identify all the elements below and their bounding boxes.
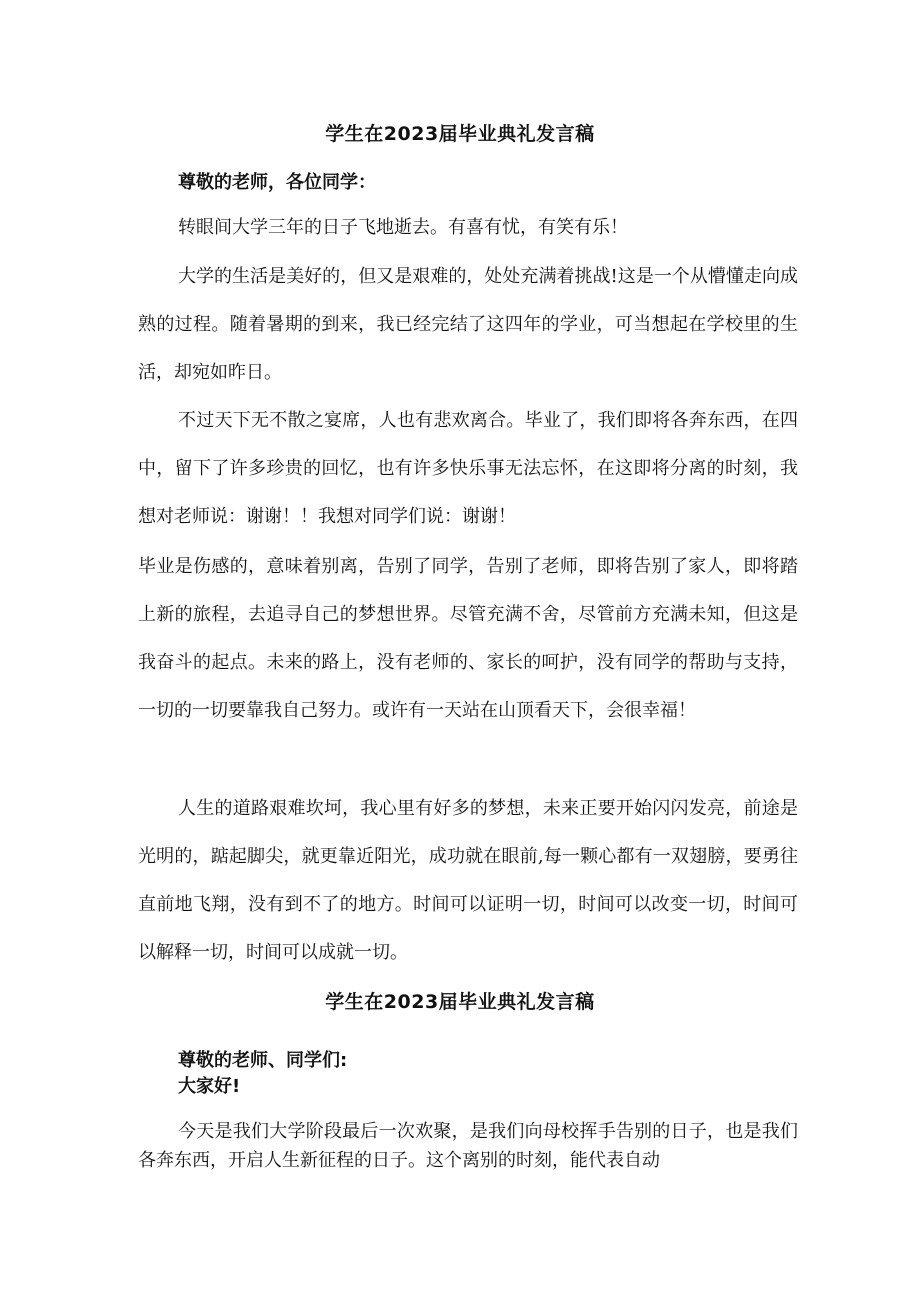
paragraph: 今天是我们大学阶段最后一次欢聚，是我们向母校挥手告别的日子，也是我们各奔东西，开启人生新征程的日子。这个离别的时刻，能代表自动 [138, 1121, 798, 1171]
paragraph: 人生的道路艰难坎坷，我心里有好多的梦想，未来正要开始闪闪发亮，前途是光明的，踮起脚尖，就更靠近阳光，成功就在眼前,每一颗心都有一双翅膀，要勇往直前地飞翔，没有到不了的地方。时间可以证明一切，时间可以改变一切，时间可以解释一切，时间可以成就一切。 [138, 798, 798, 963]
paragraph: 不过天下无不散之宴席，人也有悲欢离合。毕业了，我们即将各奔东西，在四中，留下了许多珍贵的回忆，也有许多快乐事无法忘怀，在这即将分离的时刻，我想对老师说：谢谢！！我想对同学们说：谢谢！ [138, 410, 798, 527]
greeting: 尊敬的老师，各位同学： [178, 172, 376, 193]
paragraph: 大学的生活是美好的，但又是艰难的，处处充满着挑战!这是一个从懵懂走向成熟的过程。随着暑期的到来，我已经完结了这四年的学业，可当想起在学校里的生活，却宛如昨日。 [138, 266, 798, 383]
paragraph: 毕业是伤感的，意味着别离，告别了同学，告别了老师，即将告别了家人，即将踏上新的旅程，去追寻自己的梦想世界。尽管充满不舍，尽管前方充满未知，但这是我奋斗的起点。未来的路上，没有老师的、家长的呵护，没有同学的帮助与支持，一切的一切要靠我自己努力。或许有一天站在山顶看天下，会很幸福！ [138, 556, 798, 721]
greeting-hello: 大家好! [178, 1076, 241, 1097]
greeting-2: 尊敬的老师、同学们: [178, 1050, 348, 1071]
document-title: 学生在2023届毕业典礼发言稿 [325, 123, 595, 145]
paragraph: 转眼间大学三年的日子飞地逝去。有喜有忧，有笑有乐！ [178, 217, 628, 238]
document-title-2: 学生在2023届毕业典礼发言稿 [325, 991, 595, 1013]
